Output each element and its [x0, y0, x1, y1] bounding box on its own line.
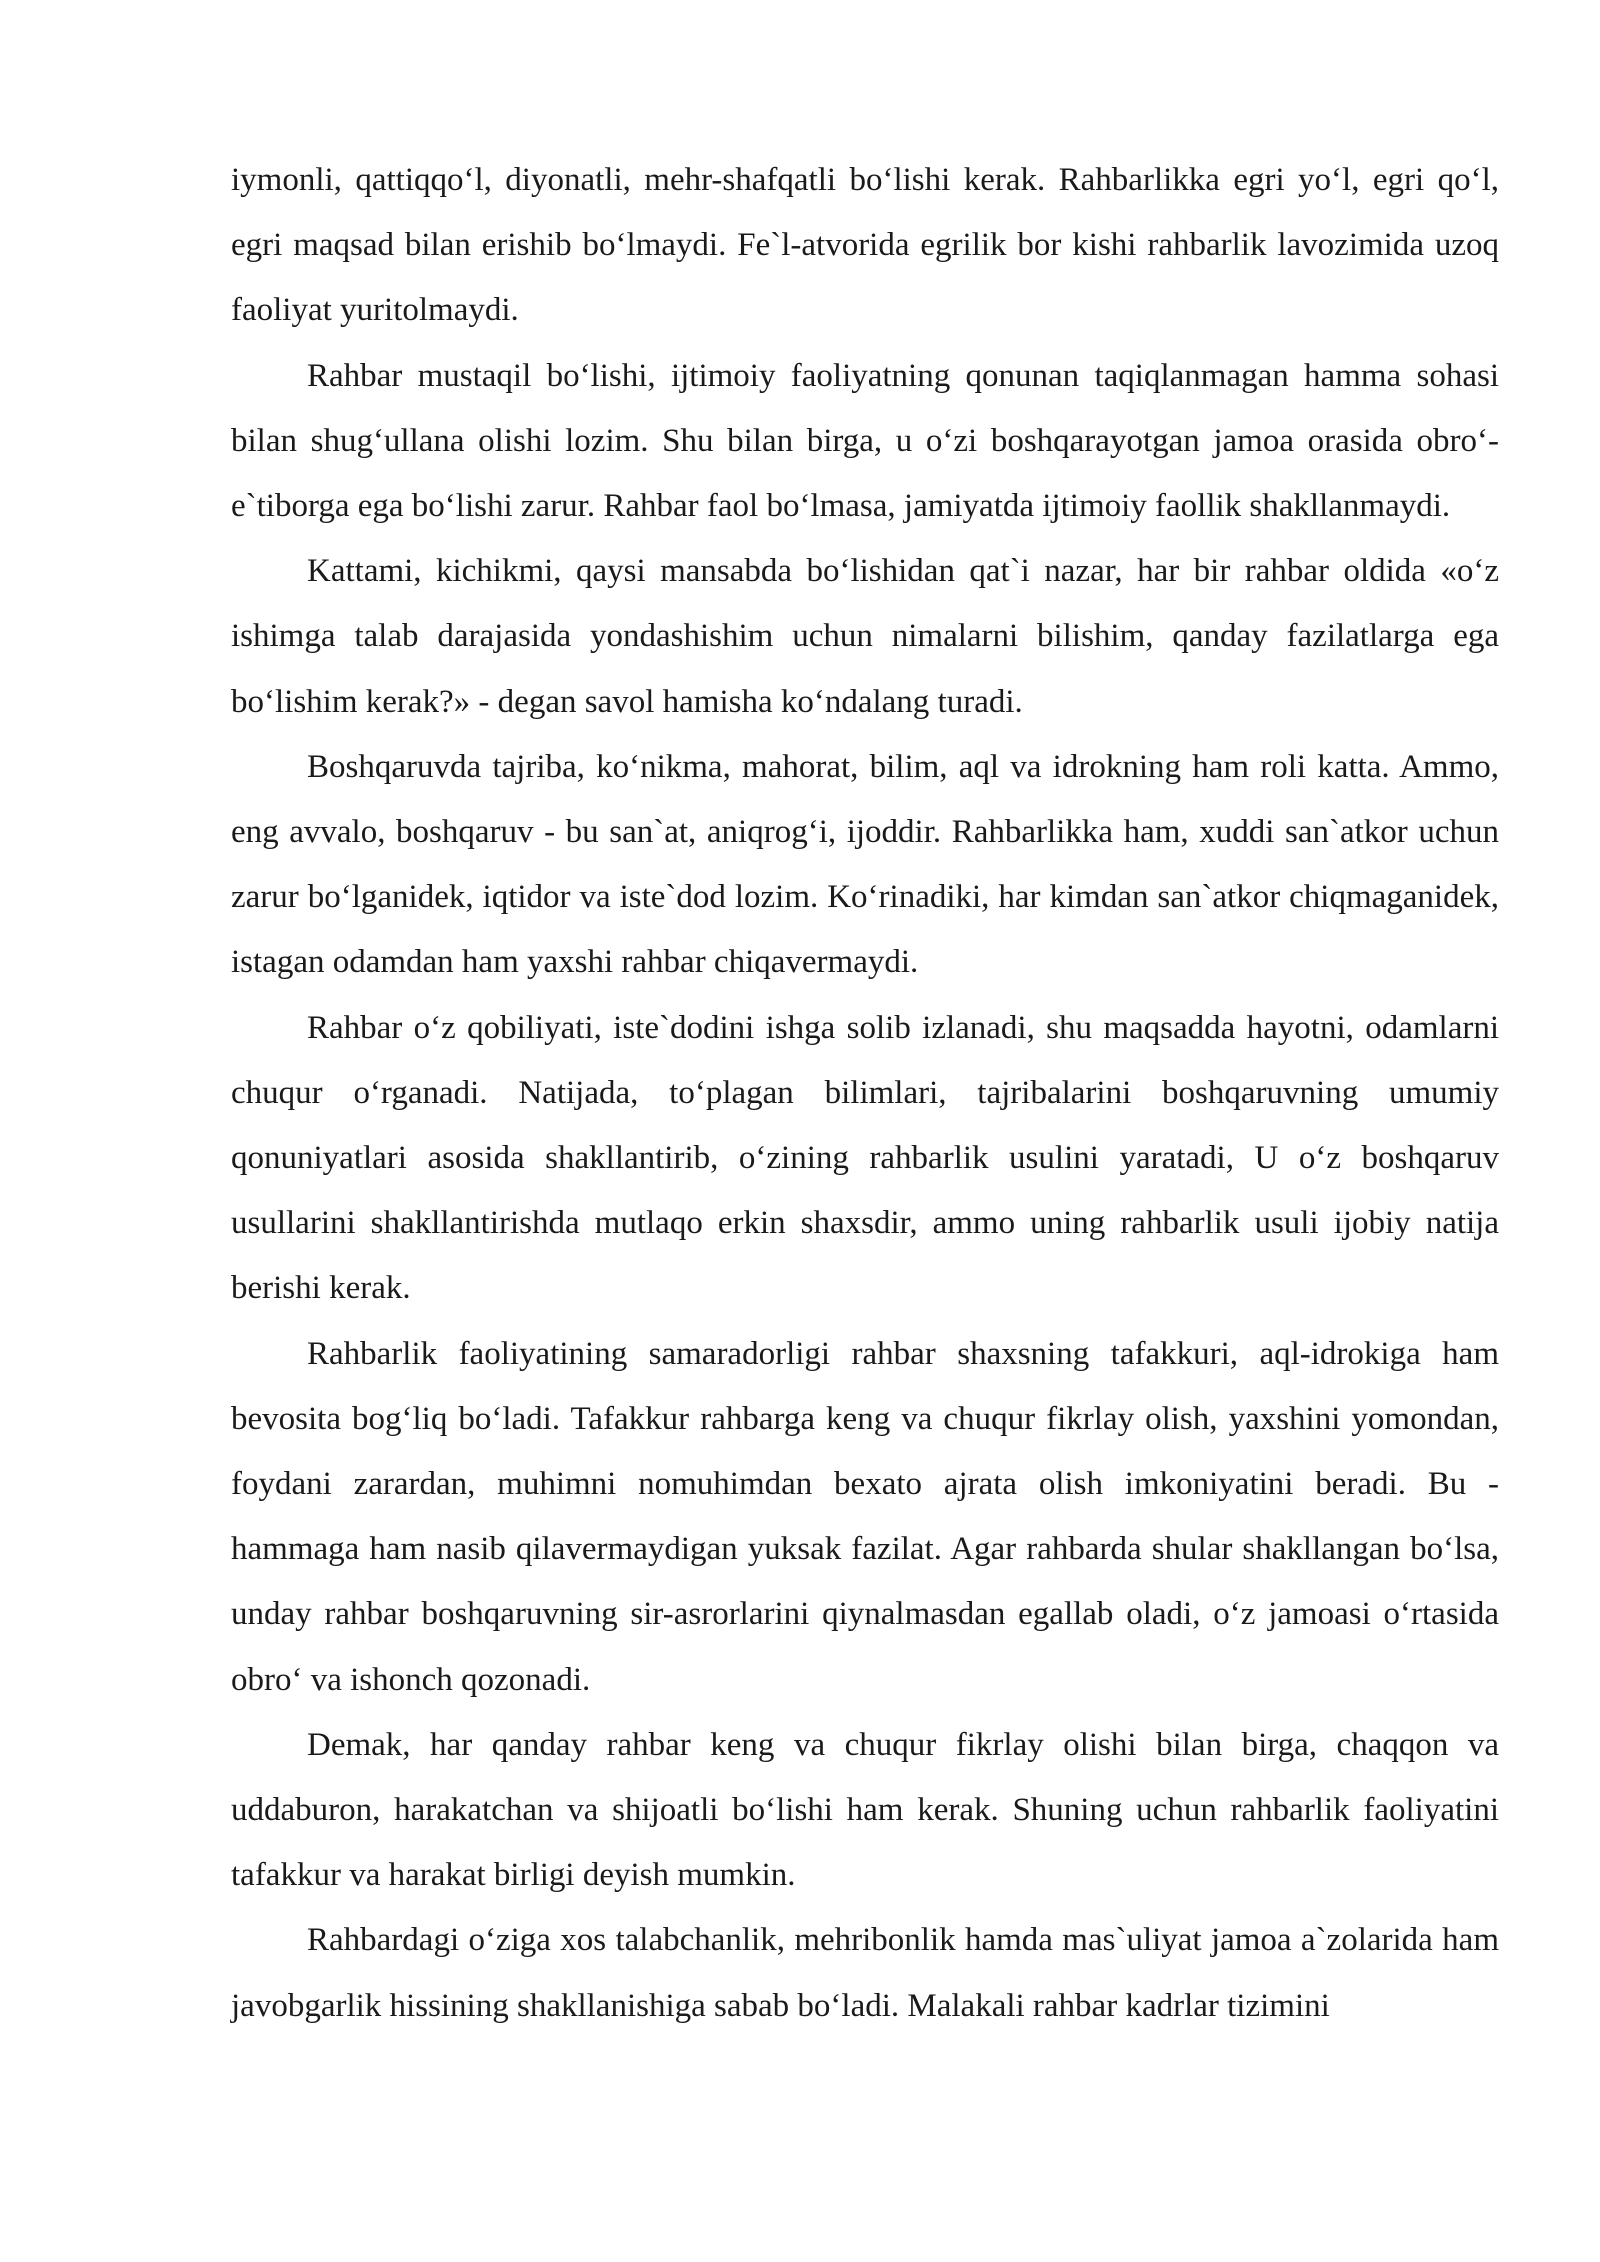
paragraph-1: iymonli, qattiqqo‘l, diyonatli, mehr-shafqatli bo‘lishi kerak. Rahbarlikka egri yo‘l, egri qo‘l, egri maqsad bilan erishib bo‘lmaydi. Fe`l-atvorida egrilik bor kishi rahbarlik lavozimida uzoq faoliyat yuritolmaydi.: [231, 162, 1499, 329]
paragraph-8: Rahbardagi o‘ziga xos talabchanlik, mehribonlik hamda mas`uliyat jamoa a`zolarida ham javobgarlik hissining shakllanishiga sabab bo‘ladi. Malakali rahbar kadrlar tizimini: [231, 1922, 1499, 2024]
document-body: [231, 148, 1499, 2039]
paragraph-6: Rahbarlik faoliyatining samaradorligi rahbar shaxsning tafakkuri, aql-idrokiga ham bevosita bog‘liq bo‘ladi. Tafakkur rahbarga keng va chuqur fikrlay olish, yaxshini yomondan, foydani zarardan, muhimni nomuhimdan bexato ajrata olish imkoniyatini beradi. Bu - hammaga ham nasib qilavermaydigan yuksak fazilat. Agar rahbarda shular shakllangan bo‘lsa, unday rahbar boshqaruvning sir-asrorlarini qiynalmasdan egallab oladi, o‘z jamoasi o‘rtasida obro‘ va ishonch qozonadi.: [231, 1335, 1499, 1698]
paragraph-5: Rahbar o‘z qobiliyati, iste`dodini ishga solib izlanadi, shu maqsadda hayotni, odamlarni chuqur o‘rganadi. Natijada, to‘plagan bilimlari, tajribalarini boshqaruvning umumiy qonuniyatlari asosida shakllantirib, o‘zining rahbarlik usulini yaratadi, U o‘z boshqaruv usullarini shakllantirishda mutlaqo erkin shaxsdir, ammo uning rahbarlik usuli ijobiy natija berishi kerak.: [231, 1009, 1499, 1307]
paragraph-3: Kattami, kichikmi, qaysi mansabda bo‘lishidan qat`i nazar, har bir rahbar oldida «o‘z ishimga talab darajasida yondashishim uchun nimalarni bilishim, qanday fazilatlarga ega bo‘lishim kerak?» - degan savol hamisha ko‘ndalang turadi.: [231, 553, 1499, 720]
paragraph-2: Rahbar mustaqil bo‘lishi, ijtimoiy faoliyatning qonunan taqiqlanmagan hamma sohasi bilan shug‘ullana olishi lozim. Shu bilan birga, u o‘zi boshqarayotgan jamoa orasida obro‘-e`tiborga ega bo‘lishi zarur. Rahbar faol bo‘lmasa, jamiyatda ijtimoiy faollik shakllanmaydi.: [231, 357, 1499, 525]
paragraph-7: Demak, har qanday rahbar keng va chuqur fikrlay olishi bilan birga, chaqqon va uddaburon, harakatchan va shijoatli bo‘lishi ham kerak. Shuning uchun rahbarlik faoliyatini tafakkur va harakat birligi deyish mumkin.: [231, 1726, 1499, 1894]
paragraph-4: Boshqaruvda tajriba, ko‘nikma, mahorat, bilim, aql va idrokning ham roli katta. Ammo, eng avvalo, boshqaruv - bu san`at, aniqrog‘i, ijoddir. Rahbarlikka ham, xuddi san`atkor uchun zarur bo‘lganidek, iqtidor va iste`dod lozim. Ko‘rinadiki, har kimdan san`atkor chiqmaganidek, istagan odamdan ham yaxshi rahbar chiqavermaydi.: [231, 748, 1499, 981]
